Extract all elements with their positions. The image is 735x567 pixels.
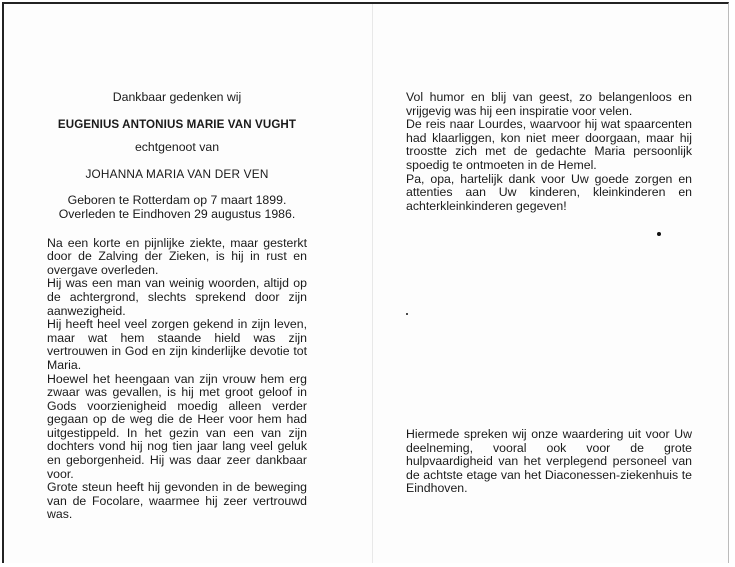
birth-line: Geboren te Rotterdam op 7 maart 1899. <box>67 193 287 208</box>
left-page <box>47 91 307 522</box>
bio-paragraph: Grote steun heeft hij gevonden in de beweging van de Focolare, waarmee hij zeer vertrouwd was. <box>47 480 307 522</box>
life-dates <box>47 194 307 221</box>
bio-paragraph: Hoewel het heengaan van zijn vrouw hem erg zwaar was gevallen, is hij met groot geloof in Gods voorzienigheid moedig alleen verder gegaan op de weg die de Heer voor hem had uitgestippeld. In het gezin van een van zijn dochters vond hij nog tien jaar lang veel geluk en geborgenheid. Hij was daar zeer dankbaar voor. <box>47 371 307 481</box>
spouse-intro: echtgenoot van <box>134 140 220 155</box>
tribute-paragraph: Pa, opa, hartelijk dank voor Uw goede zorgen en attenties aan Uw kinderen, kleinkinderen en achterkleinkinderen gegeven! <box>406 171 692 213</box>
biography <box>47 237 307 522</box>
spouse-name: JOHANNA MARIA VAN DER VEN <box>85 166 269 181</box>
intro-line: Dankbaar gedenken wij <box>112 90 242 104</box>
right-page-text <box>406 91 692 213</box>
print-speck <box>657 232 661 236</box>
bio-paragraph: Na een korte en pijnlijke ziekte, maar gesterkt door de Zalving der Zieken, is hij in rust en overgave overleden. <box>47 235 307 277</box>
fold-line <box>372 4 373 563</box>
bio-paragraph: Hij heeft heel veel zorgen gekend in zijn leven, maar wat hem staande hield was zijn vertrouwen in God en zijn kinderlijke devotie tot Maria. <box>47 317 307 372</box>
bio-paragraph: Hij was een man van weinig woorden, altijd op de achtergrond, slechts sprekend door zijn aanwezigheid. <box>47 276 307 318</box>
tribute-paragraph: Vol humor en blij van geest, zo belangenloos en vrijgevig was hij een inspiratie voor velen. <box>406 90 692 118</box>
tribute-paragraph: De reis naar Lourdes, waarvoor hij wat spaarcenten had klaarliggen, kon niet meer doorgaan, maar hij troostte zich met de gedachte Maria persoonlijk spoedig te ontmoeten in de Hemel. <box>406 117 692 172</box>
print-speck <box>406 313 408 315</box>
acknowledgement-text: Hiermede spreken wij onze waardering uit voor Uw deelneming, vooral ook voor de grote hulpvaardigheid van het verplegend personeel van de achtste etage van het Diaconessen-ziekenhuis te Eindhoven. <box>406 427 692 496</box>
death-line: Overleden te Eindhoven 29 augustus 1986. <box>58 206 296 221</box>
deceased-name: EUGENIUS ANTONIUS MARIE VAN VUGHT <box>57 117 297 131</box>
acknowledgement-block <box>406 428 692 496</box>
